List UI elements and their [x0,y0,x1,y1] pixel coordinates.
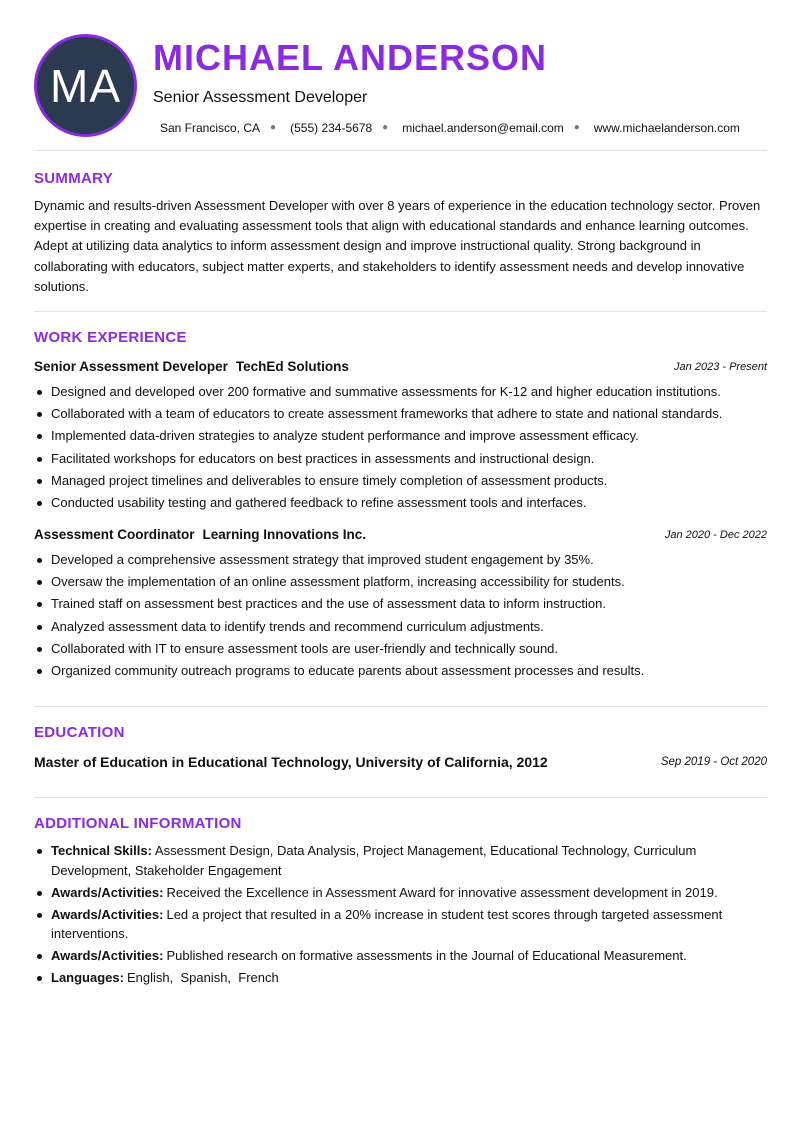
list-item [34,905,734,944]
section-divider [34,706,767,707]
work-experience-heading: WORK EXPERIENCE [34,329,187,346]
list-item: Analyzed assessment data to identify trends and recommend curriculum adjustments. [34,616,767,638]
job-company: TechEd Solutions [235,359,349,374]
list-item: Conducted usability testing and gathered feedback to refine assessment tools and interfaces. [34,492,767,514]
education-heading: EDUCATION [34,724,125,741]
job-role: Assessment Coordinator [34,527,195,542]
list-item: Trained staff on assessment best practices and the use of assessment data to inform instruction. [34,593,767,615]
resume-header [0,0,800,150]
list-item: Collaborated with IT to ensure assessment tools are user-friendly and technically sound. [34,638,767,660]
education-dates: Sep 2019 - Oct 2020 [660,756,767,768]
info-label: Technical Skills: [51,843,152,858]
candidate-title: Senior Assessment Developer [153,89,368,106]
section-divider [34,797,767,798]
bullet-separator: ● [382,122,389,133]
list-item: Designed and developed over 200 formative and summative assessments for K-12 and higher education institutions. [34,381,767,403]
job-dates: Jan 2020 - Dec 2022 [664,529,767,541]
job-role-line [34,358,349,376]
contact-website[interactable]: www.michaelanderson.com [593,121,740,135]
education-entry [34,752,767,772]
list-item: Oversaw the implementation of an online assessment platform, increasing accessibility for students. [34,571,767,593]
job-header [34,358,767,376]
list-item: Implemented data-driven strategies to analyze student performance and improve assessment efficacy. [34,425,767,447]
avatar [34,34,137,137]
additional-info-heading: ADDITIONAL INFORMATION [34,815,242,832]
list-item: Collaborated with a team of educators to create assessment frameworks that adhere to state and national standards. [34,403,767,425]
info-label: Awards/Activities: [51,884,164,900]
contact-email[interactable]: michael.anderson@email.com [402,121,564,135]
info-text: Led a project that resulted in a 20% increase in student test scores through targeted assessment interventions. [51,906,723,941]
bullet-separator: ● [270,122,277,133]
summary-text: Dynamic and results-driven Assessment Developer with over 8 years of experience in the education technology sector. Proven expertise in creating and evaluating assessment tools that align with educational standards and enhance learning outcomes. Adept at utilizing data analytics to inform assessment design and improve instructional quality. Strong background in collaborating with educators, subject matter experts, and stakeholders to identify assessment needs and develop innovative solutions. [34,198,761,294]
job-bullets [34,381,767,514]
contact-location: San Francisco, CA [160,121,261,135]
contact-phone: (555) 234-5678 [290,121,373,135]
section-divider [34,311,767,312]
job-role: Senior Assessment Developer [34,359,228,374]
job-header [34,526,767,544]
job-role-line [34,526,366,544]
bullet-separator: ● [573,122,580,133]
job-company: Learning Innovations Inc. [202,527,367,542]
list-item [34,841,734,880]
list-item: Organized community outreach programs to educate parents about assessment processes and results. [34,660,767,682]
info-text: Published research on formative assessments in the Journal of Educational Measurement. [166,948,687,963]
info-label: Awards/Activities: [51,906,164,922]
list-item: Managed project timelines and deliverables to ensure timely completion of assessment products. [34,470,767,492]
summary-heading: SUMMARY [34,170,114,187]
avatar-initials: MA [50,59,121,112]
contact-line [160,119,740,137]
candidate-name: MICHAEL ANDERSON [153,37,548,78]
info-text: English, Spanish, French [126,970,279,985]
list-item [34,968,734,988]
info-label: Languages: [51,970,124,985]
section-divider [34,150,767,151]
info-text: Received the Excellence in Assessment Award for innovative assessment development in 2019. [166,884,718,900]
list-item [34,883,734,903]
list-item: Facilitated workshops for educators on best practices in assessments and instructional design. [34,448,767,470]
info-text: Assessment Design, Data Analysis, Project Management, Educational Technology, Curriculum Development, Stakeholder Engagement [51,843,697,878]
additional-info-list [34,841,767,990]
list-item [34,946,734,966]
education-degree: Master of Education in Educational Technology, University of California, 2012 [34,754,548,770]
list-item: Developed a comprehensive assessment strategy that improved student engagement by 35%. [34,549,767,571]
job-bullets [34,549,767,682]
job-dates: Jan 2023 - Present [674,361,767,373]
info-label: Awards/Activities: [51,948,164,963]
